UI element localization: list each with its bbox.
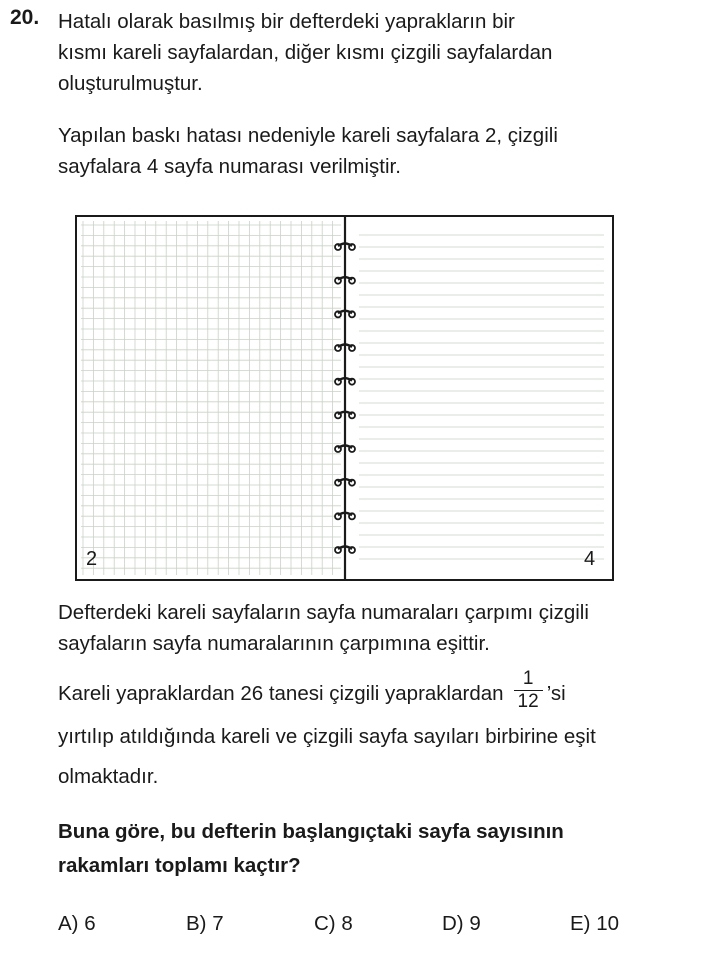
error-line: Yapılan baskı hatası nedeniyle kareli sayfalara 2, çizgili [58,124,558,147]
tear-text-before: Kareli yapraklardan 26 tanesi çizgili yapraklardan [58,681,504,705]
question-number: 20. [10,6,40,29]
right-page-number: 4 [584,548,596,570]
choice-c[interactable]: C) 8 [314,912,353,935]
intro-line: Hatalı olarak basılmış bir defterdeki yaprakların bir [58,10,515,33]
answer-choices [58,912,678,942]
fraction [514,668,543,713]
ask-line: Buna göre, bu defterin başlangıçtaki sayfa sayısının [58,820,564,843]
tear-line-3: olmaktadır. [58,765,159,788]
left-page-number: 2 [86,548,98,570]
question-ask [58,815,698,883]
tear-line-1 [58,668,698,717]
tear-line-2: yırtılıp atıldığında kareli ve çizgili sayfa sayıları birbirine eşit [58,725,596,748]
notebook-figure [75,215,614,581]
choice-a[interactable]: A) 6 [58,912,96,935]
product-line: Defterdeki kareli sayfaların sayfa numaraları çarpımı çizgili [58,601,589,624]
product-statement [58,597,698,659]
choice-b[interactable]: B) 7 [186,912,224,935]
notebook-drawing [77,217,612,579]
choice-e[interactable]: E) 10 [570,912,619,935]
tear-text-after: ’si [546,681,566,705]
choice-d[interactable]: D) 9 [442,912,481,935]
intro-line: oluşturulmuştur. [58,72,203,95]
error-statement [58,120,698,182]
tear-statement [58,668,698,797]
intro-line: kısmı kareli sayfalardan, diğer kısmı çizgili sayfalardan [58,41,553,64]
product-line: sayfaların sayfa numaralarının çarpımına eşittir. [58,632,490,655]
fraction-denominator: 12 [514,690,543,713]
error-line: sayfalara 4 sayfa numarası verilmiştir. [58,155,401,178]
question-intro [58,6,698,99]
fraction-numerator: 1 [522,668,534,689]
ask-line: rakamları toplamı kaçtır? [58,854,301,877]
